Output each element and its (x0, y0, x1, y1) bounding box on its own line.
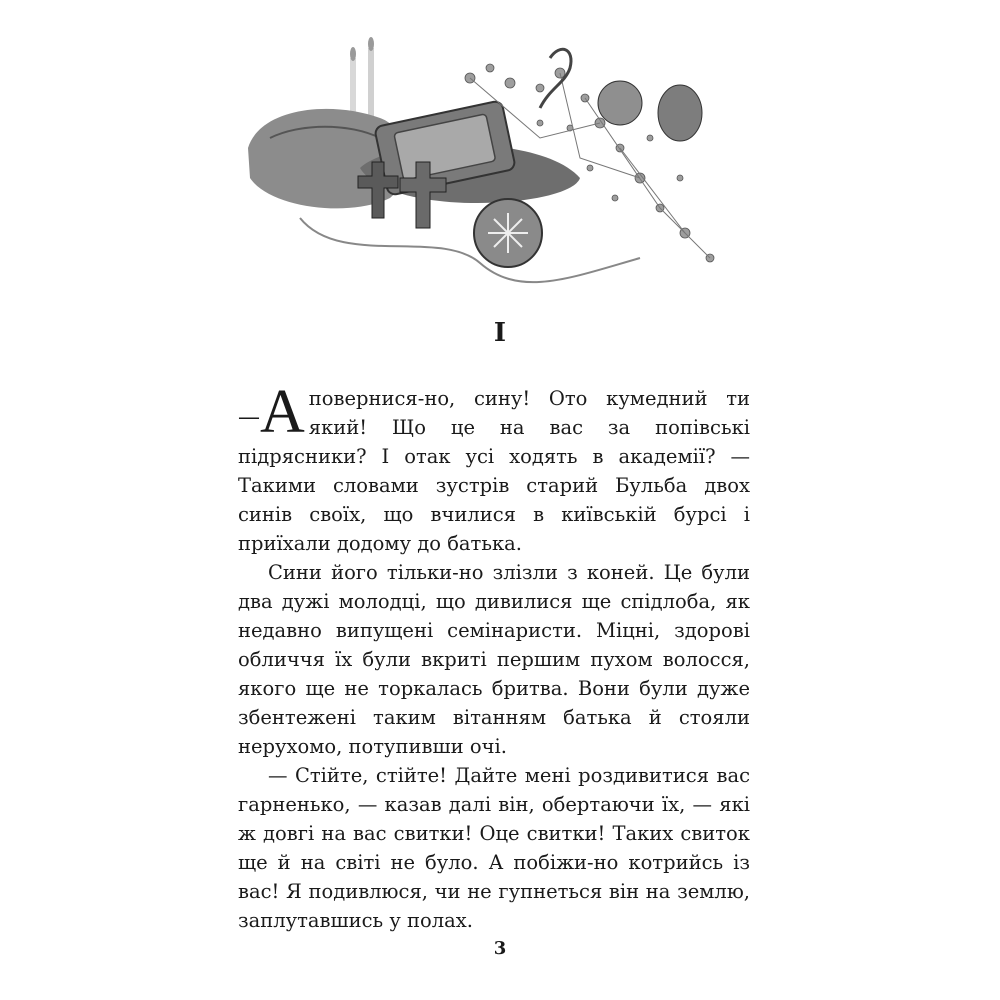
candle-icon (368, 48, 374, 126)
pod-icon (658, 85, 702, 141)
paragraph: — Стійте, стійте! Дайте мені роздивитися вас гарненько, — казав далі він, обертаючи їх, — які ж довгі на вас свитки! Оце свитки! Таких свиток ще й на світі не було. А побіжи-но котрийсь із вас! Я подивлюся, чи не гупнеться він на землю, заплутавшись у полах. (238, 764, 750, 932)
paragraph: Сини його тільки-но злізли з коней. Це були два дужі молодці, що дивилися ще спідлоба, як недавно випущені семінаристи. Міцні, здорові обличчя їх були вкриті першим пухом волосся, якого ще не торкалась бритва. Вони були дуже збентежені таким вітанням батька й стояли нерухомо, потупивши очі. (238, 561, 750, 758)
still-life-illustration (240, 28, 750, 288)
body-text (238, 378, 750, 935)
ribbon-icon (300, 218, 640, 282)
dropcap-letter: А (260, 378, 305, 446)
paragraph-text: повернися-но, сину! Ото кумедний ти який! Що це на вас за попівські підрясники? І отак усі ходять в академії? — Такими словами зустрів старий Бульба двох синів своїх, що вчилися в київській бурсі і приїхали додому до батька. (238, 387, 750, 555)
page-number: 3 (493, 938, 507, 959)
paragraph (238, 378, 750, 558)
pod-icon (598, 81, 642, 125)
dropcap-dash: — (238, 405, 260, 430)
dropcap-block (238, 378, 305, 446)
chapter-number: I (493, 318, 507, 348)
